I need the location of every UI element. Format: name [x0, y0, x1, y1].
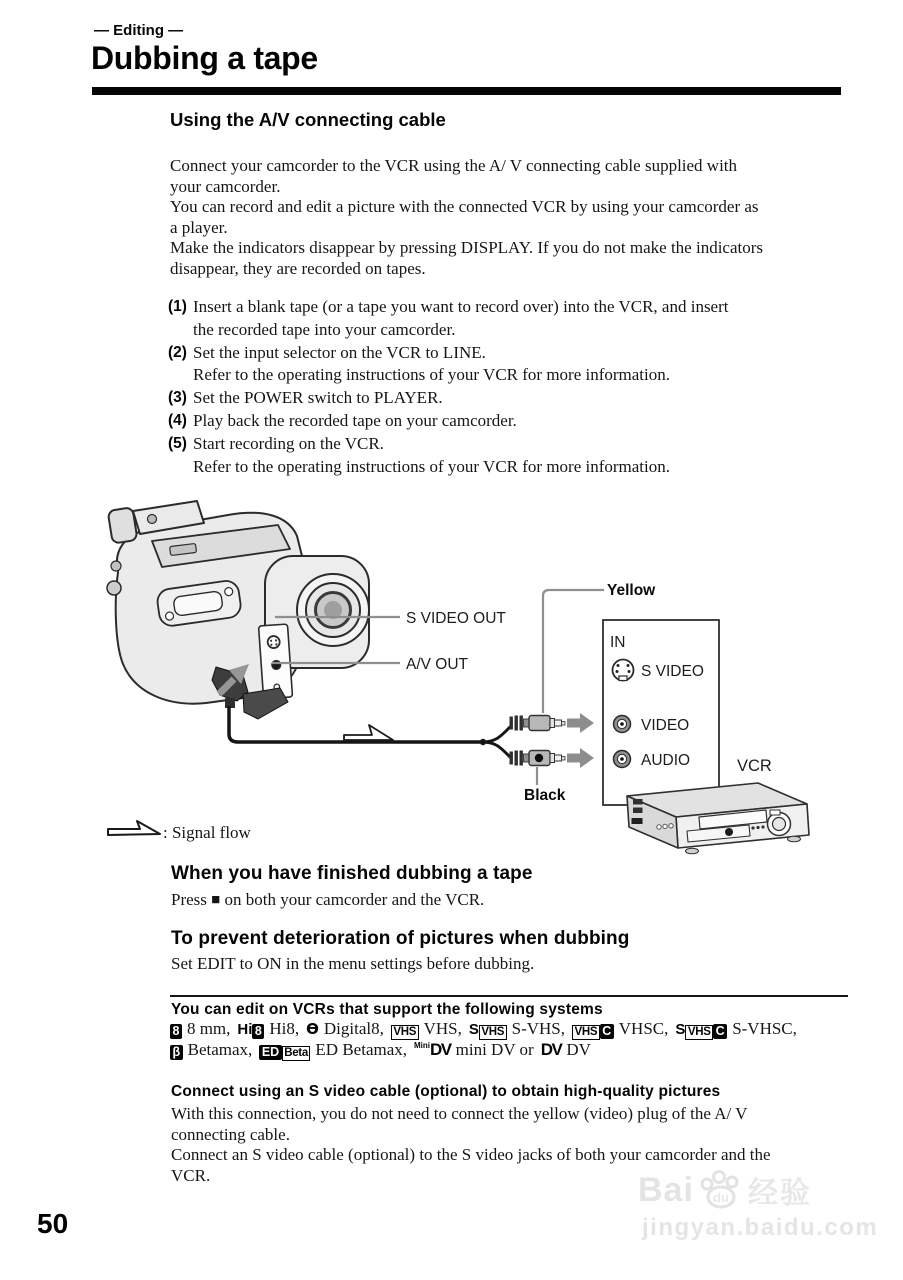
jack-cover — [243, 688, 288, 719]
step-item — [168, 433, 729, 479]
betamax-logo-icon: β — [170, 1045, 183, 1060]
intro-line: Connect your camcorder to the VCR using the A/ V connecting cable supplied with — [170, 156, 738, 175]
camcorder-illustration — [107, 501, 369, 719]
dv-logo-icon: DV — [540, 1040, 562, 1059]
signal-flow-legend-label: : Signal flow — [163, 823, 251, 842]
intro-text — [170, 156, 763, 279]
formats-rule — [170, 995, 848, 997]
svideo-line: Connect an S video cable (optional) to the S video jacks of both your camcorder and the — [171, 1145, 771, 1165]
watermark-du: du — [712, 1190, 729, 1205]
svideo-line: VCR. — [171, 1165, 211, 1185]
panel-in-label: IN — [610, 634, 626, 651]
format-hi8: Hi 8 Hi8, — [237, 1019, 300, 1038]
vcr-illustration — [627, 783, 809, 854]
av-out-jack-icon — [271, 660, 281, 670]
step-text: Set the input selector on the VCR to LINE. — [193, 342, 486, 362]
format-8mm: 8 8 mm, — [170, 1019, 230, 1038]
flow-arrow-audio-icon — [567, 748, 594, 768]
step-item — [168, 387, 729, 410]
digital8-logo-icon: Ɵ — [306, 1020, 319, 1038]
connection-diagram — [0, 495, 903, 860]
page-number: 50 — [37, 1208, 69, 1239]
step-item — [168, 342, 729, 388]
step-text: Set the POWER switch to PLAYER. — [193, 388, 443, 408]
rca-plug-video — [510, 716, 566, 731]
intro-line: disappear, they are recorded on tapes. — [170, 258, 426, 278]
formats-line-2 — [170, 1040, 598, 1061]
intro-line: a player. — [170, 217, 228, 237]
signal-flow-arrow — [344, 725, 393, 740]
yellow-label: Yellow — [607, 582, 656, 599]
finished-body — [171, 890, 484, 910]
step-item — [168, 410, 729, 433]
svideo-line: connecting cable. — [171, 1124, 290, 1144]
rca-plug-audio — [510, 751, 566, 766]
watermark-cn: 经验 — [747, 1177, 812, 1210]
video-jack-icon — [614, 716, 631, 733]
svideo-heading: Connect using an S video cable (optional) to obtain high-quality pictures — [171, 1083, 721, 1100]
finished-body-before: Press — [171, 890, 207, 909]
audio-label: AUDIO — [641, 752, 691, 769]
audio-jack-icon — [614, 751, 631, 768]
watermark-bai: Bai — [638, 1170, 694, 1209]
intro-line: You can record and edit a picture with the connected VCR by using your camcorder as — [170, 197, 759, 216]
format-mini-dv: $^{Mini}$DV mini DV or — [414, 1040, 534, 1059]
8mm-logo-icon: 8 — [170, 1024, 182, 1039]
s-video-connector-icon — [613, 660, 634, 681]
title-rule — [92, 87, 841, 95]
format-vhsc: VHS C VHSC, — [572, 1019, 668, 1038]
step-item — [168, 296, 729, 342]
mini-dv-logo-icon: DV — [430, 1040, 451, 1059]
intro-line: your camcorder. — [170, 176, 281, 196]
step-text: Refer to the operating instructions of your VCR for more information. — [193, 456, 671, 476]
intro-line: Make the indicators disappear by pressing DISPLAY. If you do not make the indicators — [170, 238, 764, 257]
step-number: (5) — [168, 434, 187, 452]
av-out-label: A/V OUT — [406, 656, 469, 673]
vhsc-logo-icon: VHS — [572, 1025, 600, 1040]
step-text: the recorded tape into your camcorder. — [193, 319, 456, 339]
signal-flow-arrow-icon — [108, 821, 160, 835]
format-s-vhs: S VHS S-VHS, — [468, 1019, 565, 1038]
step-number: (4) — [168, 411, 187, 429]
finished-body-after: on both your camcorder and the VCR. — [224, 890, 485, 909]
step-number: (3) — [168, 389, 187, 407]
camcorder-jack-panel — [259, 624, 293, 699]
svideo-line: With this connection, you do not need to connect the yellow (video) plug of the A/ V — [171, 1104, 748, 1123]
step-number: (2) — [168, 343, 187, 361]
yellow-plug-line — [543, 590, 604, 713]
vhs-logo-icon: VHS — [391, 1025, 419, 1040]
format-ed-betamax: ED Beta ED Betamax, — [259, 1040, 407, 1059]
formats-line-1 — [170, 1019, 804, 1040]
format-vhs: VHS VHS, — [391, 1019, 462, 1038]
prevent-body: Set EDIT to ON in the menu settings before dubbing. — [171, 954, 535, 973]
watermark-url: jingyan.baidu.com — [642, 1214, 879, 1241]
prevent-heading: To prevent deterioration of pictures when dubbing — [171, 928, 630, 949]
format-betamax: β Betamax, — [170, 1040, 252, 1059]
steps-list — [168, 296, 729, 478]
stop-icon: ■ — [211, 892, 221, 908]
format-s-vhsc: S VHS C S-VHSC, — [675, 1019, 797, 1038]
finished-heading: When you have finished dubbing a tape — [171, 863, 533, 884]
s-vhsc-logo-icon: VHS — [685, 1025, 713, 1040]
watermark-logo — [638, 1168, 812, 1212]
signal-flow-legend — [108, 821, 252, 842]
step-text: Insert a blank tape (or a tape you want to record over) into the VCR, and insert — [193, 297, 729, 316]
cable-section-heading: Using the A/V connecting cable — [170, 109, 446, 130]
hi8-logo-icon: 8 — [252, 1024, 264, 1039]
baidu-paw-icon — [697, 1168, 745, 1212]
step-text: Refer to the operating instructions of your VCR for more information. — [193, 365, 671, 385]
s-vhs-logo-icon: VHS — [479, 1025, 507, 1040]
flow-arrow-video-icon — [567, 713, 594, 733]
s-video-label: S VIDEO — [641, 663, 704, 680]
step-number: (1) — [168, 298, 187, 315]
format-digital8: Ɵ Digital8, — [306, 1019, 384, 1038]
s-video-out-label: S VIDEO OUT — [406, 610, 506, 627]
black-label: Black — [524, 787, 566, 804]
video-label: VIDEO — [641, 717, 690, 734]
format-dv: DV DV — [540, 1040, 591, 1059]
page-title: Dubbing a tape — [91, 40, 318, 76]
s-video-out-jack-icon — [267, 636, 280, 649]
step-text: Start recording on the VCR. — [193, 433, 384, 453]
formats-heading: You can edit on VCRs that support the following systems — [171, 1001, 603, 1018]
vcr-label: VCR — [737, 757, 772, 775]
vcr-input-panel — [603, 620, 719, 805]
section-eyebrow: — Editing — — [94, 22, 184, 39]
step-text: Play back the recorded tape on your camcorder. — [193, 410, 517, 430]
ed-beta-logo-icon: ED — [259, 1045, 281, 1060]
